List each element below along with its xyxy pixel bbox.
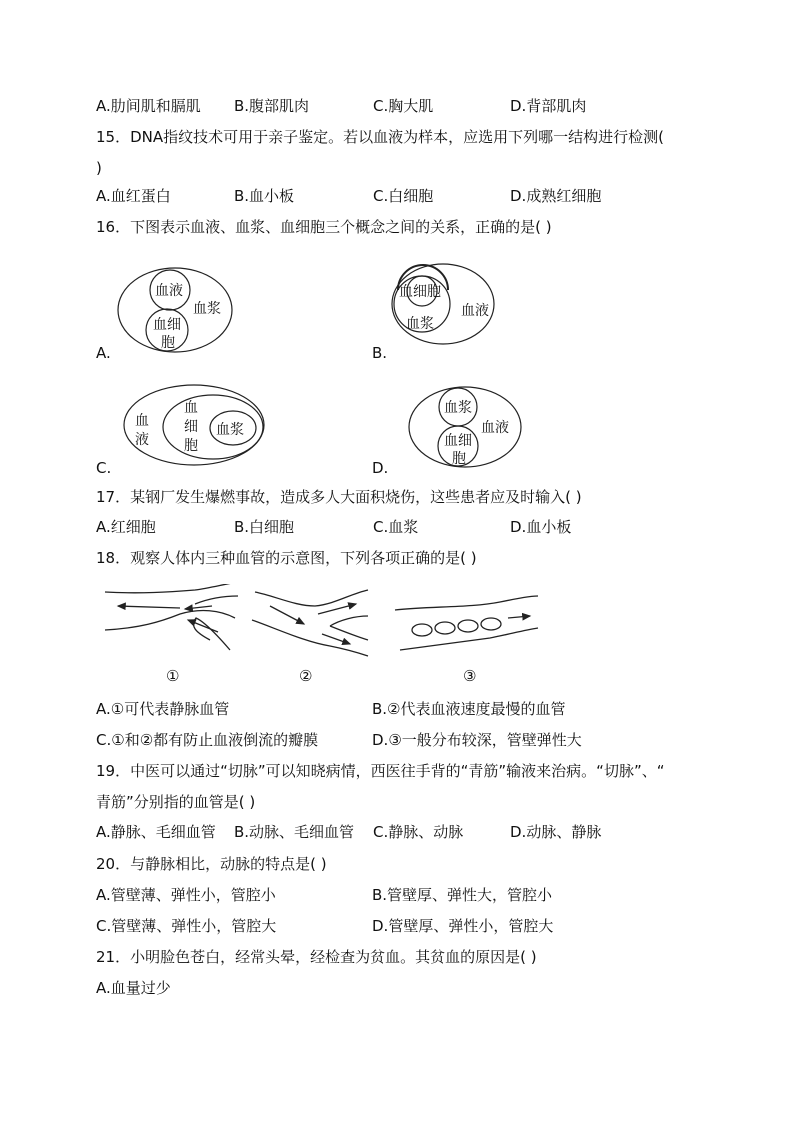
q18-option-a: A.①可代表静脉血管 [96,700,230,718]
q20-option-b: B.管壁厚、弹性大，管腔小 [372,886,553,904]
fig-b-outer-label: 血液 [461,303,489,319]
q19-option-b: B.动脉、毛细血管 [234,823,355,841]
q17-stem: 17．某钢厂发生爆燃事故，造成多人大面积烧伤，这些患者应及时输入( ) [96,488,582,506]
q20-option-a: A.管壁薄、弹性小，管腔小 [96,886,276,904]
q16-figure-c [121,383,271,471]
fig-a-outer-label: 血浆 [193,301,221,317]
fig-c-outer-label-a: 血 [135,413,149,429]
fig-c-mid-label-b: 细 [184,419,198,435]
q16-label-b: B. [372,344,388,362]
q14-option-a: A.肋间肌和膈肌 [96,97,201,115]
vessel-1-diagram [105,584,238,650]
q19-stem-line2: 青筋”分别指的血管是( ) [96,793,256,811]
q14-option-d: D.背部肌肉 [510,97,587,115]
q19-option-a: A.静脉、毛细血管 [96,823,216,841]
fig-a-inner-label-2b: 胞 [161,335,175,351]
q16-label-d: D. [372,459,389,477]
q20-stem: 20．与静脉相比，动脉的特点是( ) [96,855,327,873]
q20-option-c: C.管壁薄、弹性小，管腔大 [96,917,277,935]
fig-a-inner-label-1: 血液 [155,283,183,299]
q20-option-d: D.管壁厚、弹性小，管腔大 [372,917,554,935]
fig-b-inner-label: 血细胞 [399,284,441,300]
q18-stem: 18．观察人体内三种血管的示意图，下列各项正确的是( ) [96,549,477,567]
q18-figure-label-2: ② [299,667,313,685]
fig-b-middle-label: 血浆 [406,316,434,332]
q19-stem-line1: 19．中医可以通过“切脉”可以知晓病情，西医往手背的“青筋”输液来治病。“切脉”、“ [96,762,665,780]
q17-option-d: D.血小板 [510,518,572,536]
q17-option-c: C.血浆 [373,518,419,536]
q18-figure-label-3: ③ [463,667,477,685]
fig-c-mid-label-c: 胞 [184,438,198,454]
q17-option-b: B.白细胞 [234,518,295,536]
fig-d-inner-label-1: 血浆 [444,400,472,416]
fig-c-outer-label-b: 液 [135,432,149,448]
q19-option-d: D.动脉、静脉 [510,823,602,841]
q15-stem-cont: ) [96,159,102,177]
fig-c-inner-label: 血浆 [216,422,244,438]
q15-option-d: D.成熟红细胞 [510,187,602,205]
q14-option-b: B.腹部肌肉 [234,97,310,115]
q19-option-c: C.静脉、动脉 [373,823,464,841]
q16-figure-a [115,265,245,357]
q15-option-b: B.血小板 [234,187,295,205]
q18-figure-label-1: ① [166,667,180,685]
fig-d-inner-label-2b: 胞 [452,451,466,467]
q21-option-a: A.血量过少 [96,979,171,997]
q15-option-c: C.白细胞 [373,187,434,205]
q15-option-a: A.血红蛋白 [96,187,171,205]
q16-figure-b [389,260,501,348]
fig-d-inner-label-2a: 血细 [444,433,472,449]
vessel-3-diagram [395,596,538,650]
q18-option-b: B.②代表血液速度最慢的血管 [372,700,566,718]
vessel-2-diagram [252,590,368,656]
q16-figure-d [407,385,525,471]
q18-option-c: C.①和②都有防止血液倒流的瓣膜 [96,731,319,749]
q18-option-d: D.③一般分布较深，管壁弹性大 [372,731,582,749]
fig-a-inner-label-2a: 血细 [153,317,181,333]
fig-c-mid-label-a: 血 [184,400,198,416]
q21-stem: 21．小明脸色苍白，经常头晕，经检查为贫血。其贫血的原因是( ) [96,948,537,966]
q16-stem: 16．下图表示血液、血浆、血细胞三个概念之间的关系，正确的是( ) [96,218,552,236]
fig-d-outer-label: 血液 [481,420,509,436]
q16-label-a: A. [96,344,111,362]
q14-option-c: C.胸大肌 [373,97,434,115]
q15-stem: 15．DNA指纹技术可用于亲子鉴定。若以血液为样本，应选用下列哪一结构进行检测( [96,128,664,146]
q16-label-c: C. [96,459,112,477]
q17-option-a: A.红细胞 [96,518,156,536]
